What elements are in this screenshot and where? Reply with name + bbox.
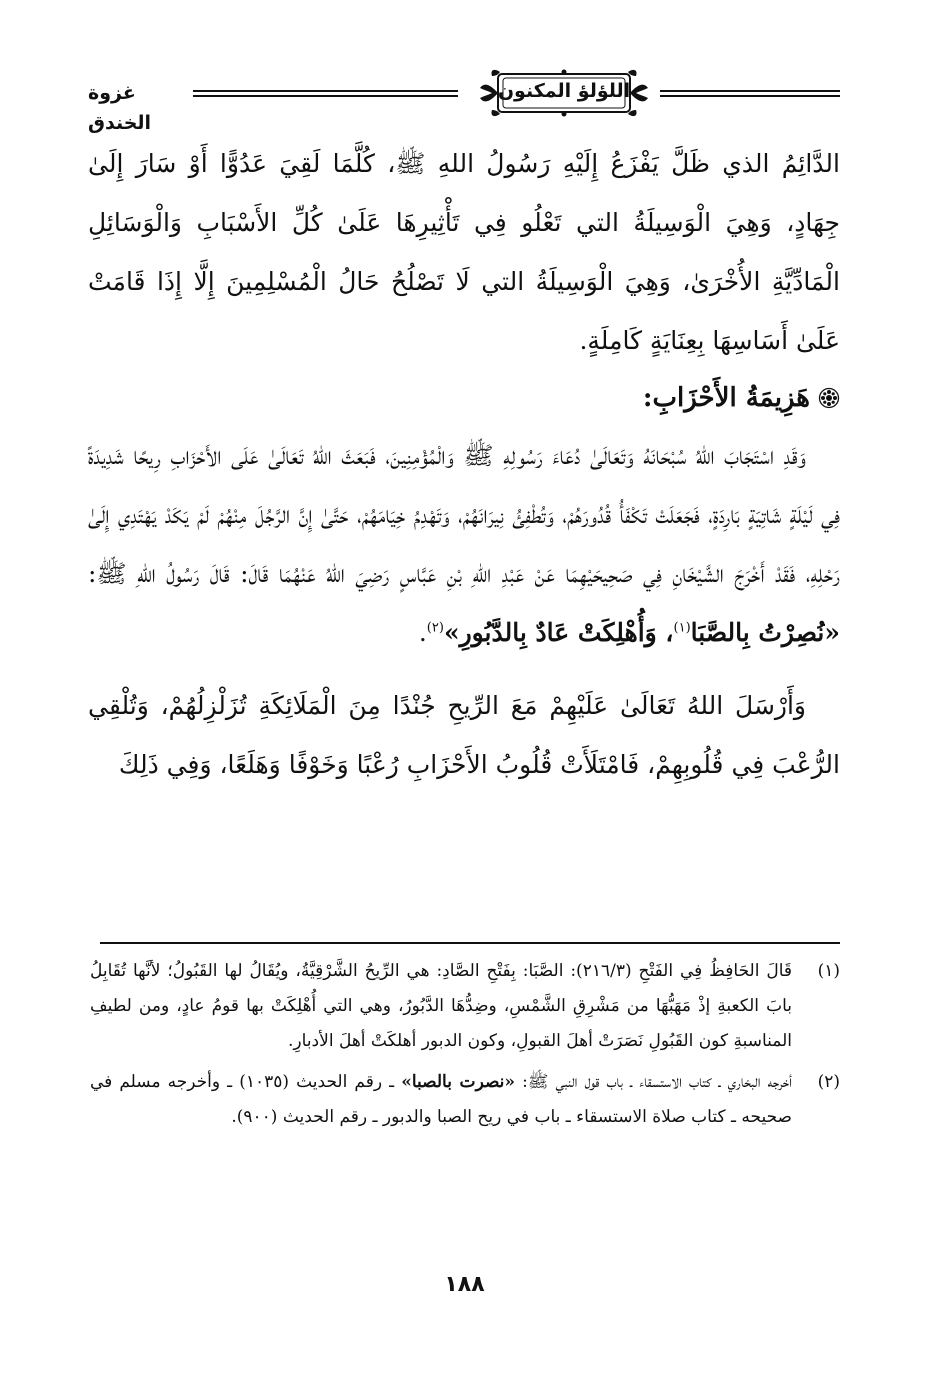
footnotes (90, 954, 840, 1141)
footnote-divider (100, 942, 840, 944)
footnote-ref-1[interactable]: (١) (673, 620, 691, 636)
paragraph-1: الدَّائِمُ الذي ظَلَّ يَفْزَعُ إِلَيْهِ رَسُولُ اللهِ ﷺ، كُلَّمَا لَقِيَ عَدُوًّا أَوْ سَارَ إِلَىٰ جِهَادٍ، وَهِيَ الْوَسِيلَةُ التي تَعْلُو فِي تَأْثِيرِهَا عَلَىٰ كُلِّ الأَسْبَابِ وَالْوَسَائِلِ الْمَادِّيَّةِ الأُخْرَىٰ، وَهِيَ الْوَسِيلَةُ التي لَا تَصْلُحُ حَالُ الْمُسْلِمِينَ إِلَّا إِذَا قَامَتْ عَلَىٰ أَسَاسِهَا بِعِنَايَةٍ كَامِلَةٍ. (88, 149, 840, 355)
header-rule-right (660, 90, 840, 97)
hadith-quote-part-1: «نُصِرْتُ بِالصَّبَا (690, 618, 840, 647)
paragraph-2 (88, 426, 840, 662)
footnote-text-part-1: أخرجه البخاري ـ كتاب الاستسقاء ـ باب قول النبي ﷺ: (515, 1072, 793, 1092)
footnote-quote: «نصرت بالصبا» (401, 1072, 516, 1092)
paragraph-3: وَأَرْسَلَ اللهُ تَعَالَىٰ عَلَيْهِمْ مَعَ الرِّيحِ جُنْدًا مِنَ الْمَلَائِكَةِ تُزَلْزِلُهُمْ، وَتُلْقِي الرُّعْبَ فِي قُلُوبِهِمْ، فَامْتَلَأَتْ قُلُوبُ الأَحْزَابِ رُعْبًا وَخَوْفًا وَهَلَعًا، وَفِي ذَلِكَ (88, 691, 840, 779)
footnote-text-part-2: ـ رقم الحديث (١٠٣٥) ـ وأخرجه مسلم في صحيحه ـ كتاب صلاة الاستسقاء ـ باب في ريح الصبا والدبور ـ رقم الحديث (٩٠٠). (90, 1072, 792, 1127)
footnote-number: (٢) (817, 1072, 840, 1092)
footnote-ref-2[interactable]: (٢) (426, 620, 444, 636)
paragraph-2-main: وَقَدِ اسْتَجَابَ اللهُ سُبْحَانَهُ وَتَعَالَىٰ دُعَاءَ رَسُولِهِ ﷺ وَالْمُؤْمِنِينَ، فَبَعَثَ اللهُ تَعَالَىٰ عَلَى الأَحْزَابِ رِيحًا شَدِيدَةً فِي لَيْلَةٍ شَاتِيَةٍ بَارِدَةٍ، فَجَعَلَتْ تَكْفَأُ قُدُورَهُمْ، وَتُطْفِئُ نِيرَانَهُمْ، وَتَهْدِمُ خِيَامَهُمْ، حَتَّىٰ إِنَّ الرَّجُلَ مِنْهُمْ لَمْ يَكَدْ يَهْتَدِي إِلَىٰ رَحْلِهِ، فَقَدْ أَخْرَجَ الشَّيْخَانِ فِي صَحِيحَيْهِمَا عَنْ عَبْدِ اللهِ بْنِ عَبَّاسٍ رَضِيَ اللهُ عَنْهُمَا قَالَ: قَالَ رَسُولُ اللهِ ﷺ: (88, 441, 840, 588)
section-heading (88, 370, 840, 426)
hadith-quote-part-2: ، وَأُهْلِكَتْ عَادٌ بِالدَّبُورِ» (443, 618, 674, 647)
book-title-ornament (478, 64, 650, 122)
flower-ornament-icon (818, 387, 840, 409)
chapter-title: غزوة الخندق (88, 82, 152, 134)
footnote-number: (١) (817, 961, 840, 981)
footnote-1 (90, 954, 840, 1059)
page-header (88, 58, 840, 132)
paragraph-2-end: . (418, 618, 427, 647)
header-rule-left (193, 90, 458, 97)
main-text (88, 134, 840, 794)
page-number: ١٨٨ (444, 1272, 485, 1297)
footnote-text (90, 1065, 792, 1135)
section-heading-text: هَزِيمَةُ الأَحْزَابِ: (642, 383, 810, 413)
footnote-2 (90, 1065, 840, 1135)
book-title: اللؤلؤ المكنون (497, 80, 631, 102)
footnote-text: قَالَ الحَافِظُ فِي الفَتْحِ (٢١٦/٣): الصَّبَا: بِفَتْحِ الصَّادِ: هي الرِّيحُ الشَّرْقِيَّةُ، ويُقَالُ لها القَبُولُ؛ لأنَّها تُقَابِلُ بابَ الكعبةِ إذْ مَهَبُّهَا من مَشْرِقِ الشَّمْسِ، وضِدُّهَا الدَّبُورُ، وهي التي أُهْلِكَتْ بها قومُ عادٍ، ومن لطيفِ المناسبةِ كون القَبُولِ نَصَرَتْ أهلَ القبولِ، وكون الدبور أهلكَتْ أهلَ الأدبارِ. (90, 961, 792, 1051)
